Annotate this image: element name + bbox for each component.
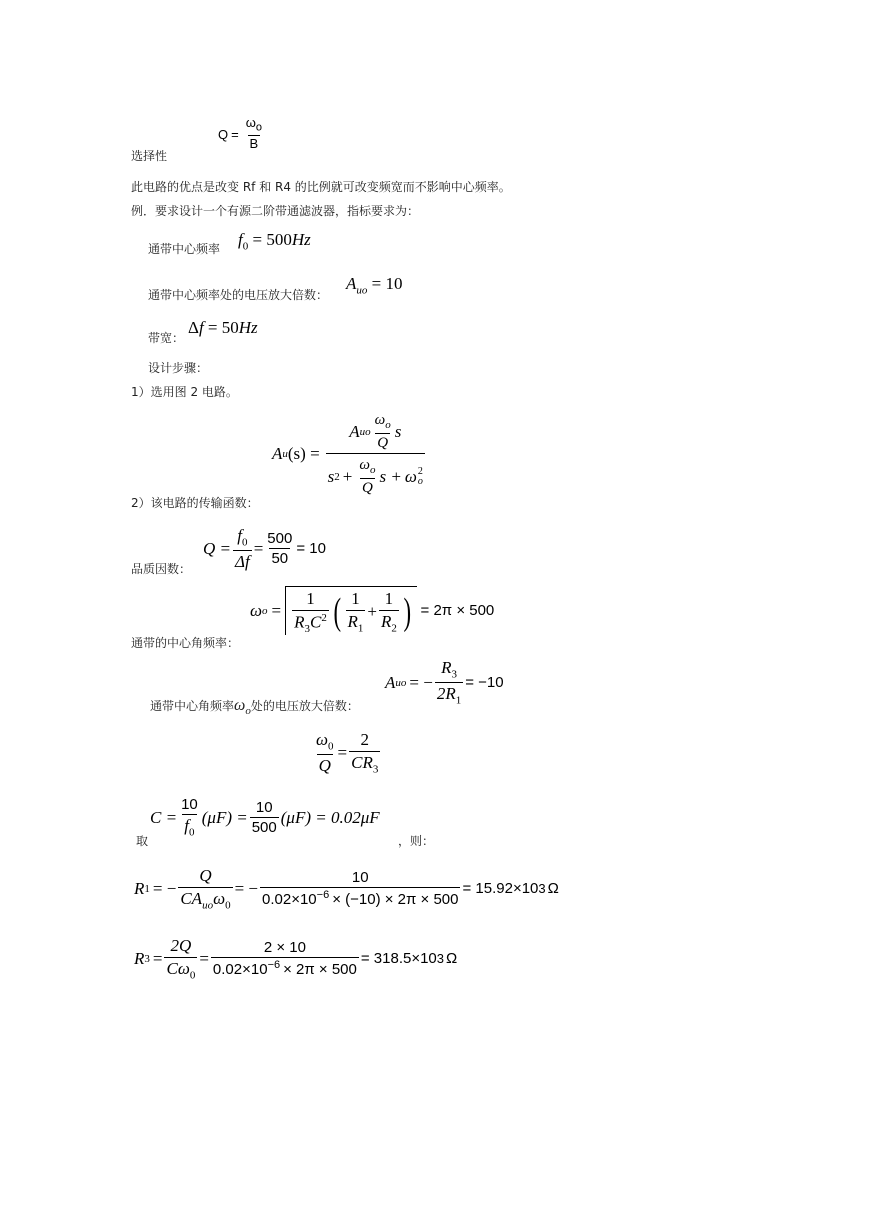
selectivity-label: 选择性 bbox=[131, 149, 168, 163]
subscript: u bbox=[282, 448, 288, 461]
advantage-paragraph: 此电路的优点是改变 Rf 和 R4 的比例就可改变频宽而不影响中心频率。 bbox=[131, 180, 511, 194]
q-symbol: Q bbox=[199, 866, 212, 885]
c-omega-symbol: Cω bbox=[166, 958, 190, 978]
subscript: uo bbox=[359, 425, 371, 438]
f-symbol: f bbox=[184, 816, 190, 836]
r-symbol: 2R bbox=[436, 684, 456, 704]
value: = 10 bbox=[371, 274, 403, 293]
fraction bbox=[164, 936, 197, 982]
fraction bbox=[349, 730, 380, 776]
numerator: 2Q bbox=[170, 936, 192, 955]
spec-center-formula bbox=[238, 230, 311, 252]
main-fraction bbox=[326, 412, 425, 497]
subscript: 1 bbox=[144, 882, 150, 895]
omega-symbol: ω bbox=[250, 600, 263, 620]
subscript: 0 bbox=[189, 826, 195, 839]
equals-sign: = bbox=[199, 948, 209, 968]
subscript: 0 bbox=[189, 968, 196, 981]
spec-gain-formula bbox=[346, 274, 402, 296]
argument: (s) = bbox=[287, 444, 320, 464]
spec-gain-label: 通带中心频率处的电压放大倍数： bbox=[148, 288, 329, 302]
label-pre: 通带中心角频率 bbox=[150, 699, 235, 713]
fraction bbox=[346, 589, 366, 635]
equals-sign: = − bbox=[152, 878, 177, 898]
superscript: 2 bbox=[321, 611, 327, 624]
value: = 500 bbox=[252, 230, 292, 249]
omega-symbol: ω bbox=[374, 412, 386, 428]
ca-symbol: CA bbox=[180, 888, 203, 908]
equals-sign: = bbox=[271, 600, 282, 620]
unit: Hz bbox=[291, 230, 311, 249]
spec-bw-formula bbox=[188, 318, 258, 338]
subscript: 3 bbox=[304, 622, 310, 635]
r1-formula bbox=[134, 866, 559, 912]
subscript: o bbox=[417, 475, 423, 487]
spec-center-label: 通带中心频率 bbox=[148, 242, 221, 256]
c-symbol: C bbox=[310, 612, 322, 632]
fraction bbox=[379, 589, 399, 635]
subscript: o bbox=[255, 121, 262, 134]
center-gain-label bbox=[150, 697, 359, 717]
den-part: 0.02×10 bbox=[262, 891, 317, 909]
equals-sign: = − bbox=[234, 878, 259, 898]
equals-sign: = − bbox=[409, 672, 433, 692]
fraction bbox=[435, 658, 463, 707]
subscript: 1 bbox=[455, 694, 462, 707]
w0q-formula bbox=[312, 730, 382, 776]
q-symbol: Q bbox=[377, 434, 389, 451]
fraction bbox=[265, 530, 294, 568]
ohm-unit: Ω bbox=[547, 880, 559, 898]
transfer-function bbox=[272, 412, 427, 497]
ohm-unit: Ω bbox=[446, 950, 458, 968]
step2-text: 2）该电路的传输函数： bbox=[131, 496, 259, 510]
superscript: 2 bbox=[334, 470, 340, 483]
subscript: uo bbox=[356, 284, 368, 297]
capacitor-label: 取 bbox=[136, 834, 149, 848]
s-symbol: s bbox=[327, 467, 335, 487]
then-text: ，则： bbox=[398, 834, 435, 848]
center-angular-formula bbox=[250, 586, 494, 635]
unit: (μF) = bbox=[201, 807, 248, 827]
plus-sign: + bbox=[342, 467, 353, 487]
subscript: o bbox=[369, 463, 376, 476]
fraction bbox=[250, 799, 279, 837]
denominator: 500 bbox=[251, 819, 277, 837]
numerator: 500 bbox=[267, 530, 293, 548]
result: = 2π × 500 bbox=[420, 602, 495, 620]
bandwidth-symbol: B bbox=[249, 136, 259, 152]
superscript: 3 bbox=[538, 881, 546, 897]
fraction bbox=[292, 589, 329, 635]
omega-symbol: ω bbox=[359, 456, 370, 473]
r-symbol: R bbox=[134, 878, 145, 898]
fraction bbox=[260, 869, 460, 909]
omega-symbol: ω bbox=[404, 467, 417, 487]
fraction bbox=[314, 730, 336, 776]
s-symbol: s bbox=[394, 422, 402, 442]
a-symbol: A bbox=[346, 274, 357, 293]
unit: (μF) = 0.02μF bbox=[280, 807, 380, 827]
numerator: 10 bbox=[255, 798, 273, 816]
a-symbol: A bbox=[272, 444, 283, 464]
capacitor-formula bbox=[150, 796, 380, 839]
f-symbol: f bbox=[238, 230, 243, 249]
subscript: uo bbox=[202, 898, 214, 911]
f-symbol: f bbox=[198, 318, 204, 337]
den-part: × (−10) × 2π × 500 bbox=[332, 891, 459, 909]
q-symbol: Q bbox=[362, 479, 373, 496]
quality-formula bbox=[203, 526, 326, 572]
numerator: 2 bbox=[360, 730, 369, 749]
plus-sign: + bbox=[367, 602, 377, 622]
numerator: 1 bbox=[384, 589, 394, 609]
fraction bbox=[211, 939, 359, 979]
center-gain-formula bbox=[385, 658, 504, 707]
a-symbol: A bbox=[385, 672, 396, 692]
sqrt: $\frac{1}{R_3C^2}$ ( $\frac{1}{R_1}$ + $\frac{1}{R_2}$ ) bbox=[285, 586, 416, 635]
r-symbol: R bbox=[380, 611, 392, 631]
subscript: 3 bbox=[372, 762, 379, 775]
example-paragraph: 例．要求设计一个有源二阶带通滤波器，指标要求为： bbox=[131, 204, 420, 218]
q-symbol: Q bbox=[318, 756, 331, 776]
subscript: 0 bbox=[242, 240, 249, 253]
step1-text: 1）选用图 2 电路。 bbox=[131, 385, 238, 399]
numerator: 10 bbox=[181, 796, 198, 813]
quality-label: 品质因数： bbox=[131, 562, 192, 576]
fraction bbox=[179, 796, 200, 839]
selectivity-formula bbox=[218, 116, 266, 152]
a-symbol: A bbox=[349, 422, 360, 442]
equals-sign: = bbox=[337, 742, 348, 762]
r-symbol: R bbox=[134, 948, 145, 968]
subscript: 3 bbox=[451, 668, 457, 681]
subscript: 0 bbox=[241, 536, 248, 549]
subscript: 2 bbox=[391, 622, 397, 635]
den-part: 0.02×10 bbox=[212, 961, 268, 979]
q-symbol: Q = bbox=[203, 538, 231, 558]
fraction bbox=[233, 526, 252, 572]
result: = 10 bbox=[296, 540, 326, 558]
denominator: 50 bbox=[271, 550, 289, 568]
result: = 15.92×10 bbox=[462, 880, 539, 898]
inner-fraction bbox=[357, 457, 377, 497]
q-symbol: Q bbox=[218, 126, 229, 142]
equals-sign: = bbox=[231, 126, 239, 142]
equals-sign: = bbox=[152, 948, 163, 968]
c-symbol: C = bbox=[150, 807, 178, 827]
spec-bw-label: 带宽： bbox=[148, 331, 185, 345]
subscript: o bbox=[245, 705, 251, 718]
superscript: −6 bbox=[316, 889, 330, 902]
equals-sign: = bbox=[253, 538, 264, 558]
subscript: o bbox=[262, 604, 268, 617]
steps-heading: 设计步骤： bbox=[148, 361, 209, 375]
r-symbol: R bbox=[294, 612, 305, 632]
omega-symbol: ω bbox=[316, 730, 329, 749]
subscript: o bbox=[385, 419, 391, 431]
den-part: × 2π × 500 bbox=[283, 961, 357, 979]
delta-f: Δf bbox=[235, 552, 250, 572]
label-post: 处的电压放大倍数： bbox=[250, 699, 359, 713]
r-symbol: R bbox=[347, 611, 358, 631]
result: = 318.5×10 bbox=[360, 950, 437, 968]
inner-fraction bbox=[373, 412, 393, 452]
numerator: 10 bbox=[351, 869, 369, 887]
subscript: 0 bbox=[225, 898, 231, 911]
superscript: 3 bbox=[436, 951, 445, 967]
omega-symbol: ω bbox=[213, 888, 226, 908]
center-angular-label: 通带的中心角频率： bbox=[131, 636, 240, 650]
subscript: 1 bbox=[357, 622, 364, 635]
delta-symbol: Δ bbox=[188, 318, 199, 337]
f-symbol: f bbox=[237, 526, 242, 545]
numerator: 1 bbox=[306, 589, 315, 608]
numerator: 2 × 10 bbox=[263, 939, 306, 957]
r-symbol: R bbox=[441, 658, 452, 677]
s-term: s + bbox=[379, 467, 402, 487]
fraction bbox=[244, 116, 264, 152]
cr-symbol: CR bbox=[351, 752, 373, 772]
result: = −10 bbox=[465, 674, 504, 692]
superscript: 2 bbox=[417, 465, 423, 477]
omega-symbol bbox=[234, 697, 251, 718]
omega-symbol: ω bbox=[245, 115, 256, 130]
subscript: uo bbox=[395, 676, 407, 689]
value: = 50 bbox=[207, 318, 239, 337]
fraction bbox=[178, 866, 232, 912]
r3-formula bbox=[134, 936, 457, 982]
omega-char: ω bbox=[234, 697, 246, 714]
subscript: 3 bbox=[144, 952, 150, 965]
subscript: 0 bbox=[328, 740, 334, 753]
numerator: 1 bbox=[351, 589, 360, 609]
superscript: −6 bbox=[267, 959, 281, 972]
unit: Hz bbox=[238, 318, 258, 337]
